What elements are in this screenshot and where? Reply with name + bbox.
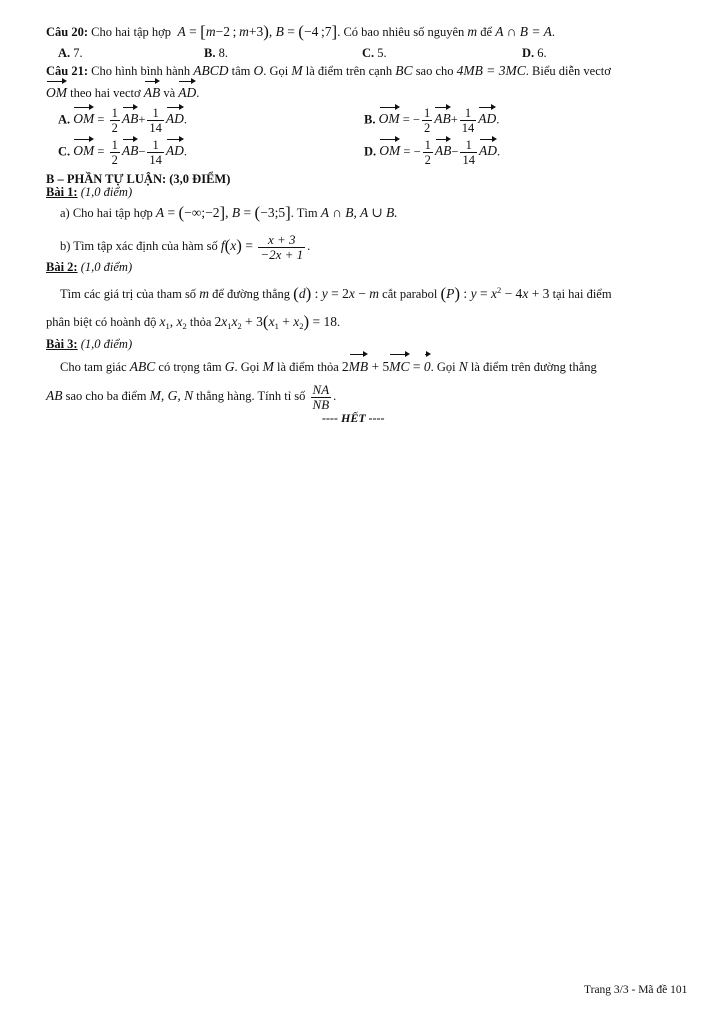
q21-option-c[interactable]: C. OM = $\frac{1}{2}$ AB− $\frac{1}{14}$ AD. xyxy=(58,138,188,167)
q21-label: Câu 21: xyxy=(46,64,89,78)
bai3-heading xyxy=(46,337,696,352)
q21-va: và xyxy=(163,86,176,100)
q21-line1 xyxy=(46,61,696,81)
q20-text: Cho hai tập hợp xyxy=(91,25,172,39)
q21-option-b[interactable]: B. OM = − $\frac{1}{2}$ AB+ $\frac{1}{14}$ AD. xyxy=(364,106,500,135)
bai2-roots: $x_1$, $x_2$ xyxy=(159,314,187,331)
bai3-label: Bài 3: xyxy=(46,337,78,351)
q21-vec-ad: AD xyxy=(178,83,196,103)
q20-option-a[interactable]: A. 7. xyxy=(58,46,83,60)
q20-cond: A ∩ B = A xyxy=(495,24,552,39)
bai2-heading xyxy=(46,260,696,275)
q20-line xyxy=(46,22,696,42)
bai2-line2: phân biệt có hoành độ $x_1$, $x_2$ thỏa $2x_1x_2 + 3(x_1 + x_2) = 18$. xyxy=(46,312,341,331)
q21-la: là điểm trên cạnh xyxy=(305,64,393,78)
q21-vec-ab: AB xyxy=(144,83,161,103)
end-marker: ---- HẾT ---- xyxy=(322,411,385,425)
q21-o: O xyxy=(253,63,264,78)
q21-bieu: . Biểu diễn vectơ xyxy=(525,64,611,78)
bai1-label: Bài 1: xyxy=(46,185,78,199)
bai3-vector-eq: 2MB + 5MC = 0 xyxy=(342,359,431,374)
q21-option-d[interactable]: D. OM = − $\frac{1}{2}$ AB− $\frac{1}{14}$ AD. xyxy=(364,138,501,167)
q20-text2: . Có bao nhiêu số nguyên xyxy=(337,25,465,39)
q21-tam: tâm xyxy=(231,64,251,78)
bai2-label: Bài 2: xyxy=(46,260,78,274)
bai2-points: (1,0 điểm) xyxy=(80,260,133,274)
q20-option-c[interactable]: C. 5. xyxy=(362,46,387,60)
q20-period: . xyxy=(551,25,555,39)
q20-options xyxy=(46,43,696,63)
bai1-function: f(x) = xyxy=(220,236,257,255)
q20-option-d[interactable]: D. 6. xyxy=(522,46,547,60)
q21-theo: theo hai vectơ xyxy=(70,86,141,100)
q21-text1: Cho hình bình hành xyxy=(91,64,191,78)
exam-page xyxy=(46,22,696,425)
q21-line2: OM theo hai vectơ AB và AD. xyxy=(46,83,696,103)
q20-option-b[interactable]: B. 8. xyxy=(204,46,228,60)
bai1-b: b) Tìm tập xác định của hàm số f(x) = $\frac{x + 3}{-2x + 1}$ . xyxy=(60,231,311,262)
q21-ratio: 4MB = 3MC xyxy=(456,63,526,78)
q20-label: Câu 20: xyxy=(46,25,89,39)
bai2-condition: $2x_1x_2 + 3(x_1 + x_2) = 18$ xyxy=(214,312,338,331)
bai1-fraction: $\frac{x + 3}{-2x + 1}$ xyxy=(260,231,304,262)
q21-abcd: ABCD xyxy=(193,63,229,78)
bai1-a: a) Cho hai tập hợp A = (−∞;−2], B = (−3;5]. Tìm A ∩ B, A ∪ B. xyxy=(60,203,398,222)
section-b-title: B – PHẦN TỰ LUẬN: (3,0 ĐIỂM) xyxy=(46,172,231,186)
q20-m: m xyxy=(467,24,478,39)
q21-bc: BC xyxy=(395,63,413,78)
q21-goi: . Gọi xyxy=(263,64,289,78)
bai3-line2: AB sao cho ba điểm M, G, N thẳng hàng. Tính tỉ số $\frac{NA}{NB}$ . xyxy=(46,381,337,412)
q21-m: M xyxy=(291,63,303,78)
q20-sets: A = [m−2 ; m+3), B = (−4 ;7] xyxy=(174,22,338,41)
bai3-line1: Cho tam giác ABC có trọng tâm G. Gọi M là điểm thỏa 2MB + 5MC = 0. Gọi N là điểm trên đường thẳng xyxy=(46,356,696,378)
bai1-a-sets: A = (−∞;−2], B = (−3;5] xyxy=(155,203,291,222)
q20-de: để xyxy=(480,25,493,39)
bai1-heading xyxy=(46,185,696,200)
page-footer: Trang 3/3 - Mã đề 101 xyxy=(584,984,688,996)
q21-options-row1 xyxy=(46,106,696,140)
q21-options-row2 xyxy=(46,138,696,172)
bai2-line-eq: (d) : y = 2x − m xyxy=(293,284,380,303)
bai3-points: (1,0 điểm) xyxy=(80,337,133,351)
q21-saocho: sao cho xyxy=(415,64,454,78)
bai2-parabola: (P) : $y = x^2 - 4x + 3$ xyxy=(440,284,550,303)
q21-option-a[interactable]: A. OM = $\frac{1}{2}$ AB+ $\frac{1}{14}$ AD. xyxy=(58,106,188,135)
bai3-ratio: $\frac{NA}{NB}$ xyxy=(312,381,330,412)
q21-vec-om: OM xyxy=(46,83,67,103)
bai1-points: (1,0 điểm) xyxy=(80,185,133,199)
bai2-line1: Tìm các giá trị của tham số m để đường thẳng (d) : y = 2x − m cắt parabol (P) : $y = x^2 - 4x + 3$ tại hai điểm xyxy=(60,284,612,303)
